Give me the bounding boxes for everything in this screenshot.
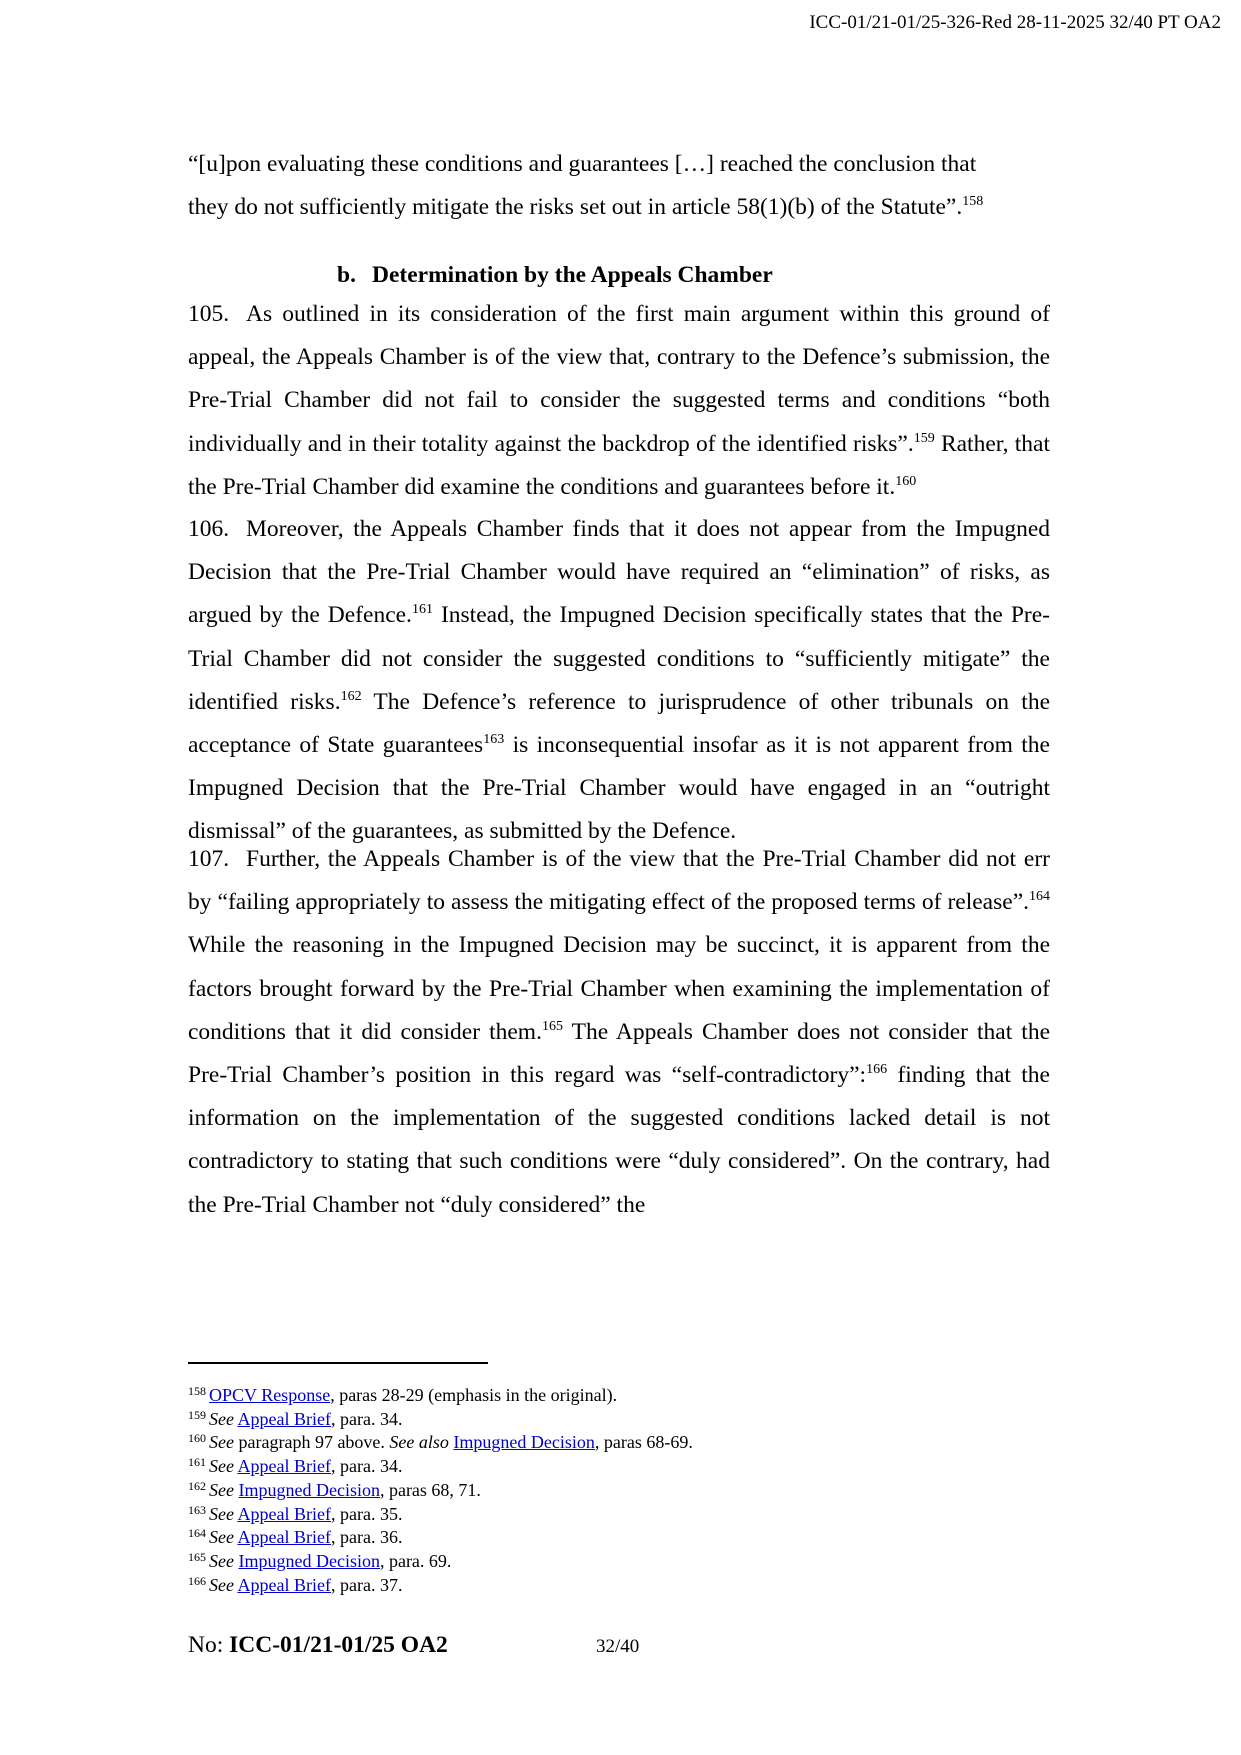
footnote-item [188, 1574, 693, 1598]
footnote-text: , paras 28-29 (emphasis in the original). [330, 1385, 618, 1405]
footnote-link[interactable]: Appeal Brief [237, 1456, 331, 1477]
footnote-ref[interactable]: 162 [340, 688, 362, 704]
footnote-ref[interactable]: 160 [895, 473, 917, 489]
footnote-text: , paras 68, 71. [379, 1479, 481, 1500]
quote-line-1: “[u]pon evaluating these conditions and guarantees […] reached the conclusion that [188, 151, 977, 177]
footnote-number: 166 [188, 1573, 206, 1588]
footnote-link[interactable]: Appeal Brief [237, 1527, 331, 1548]
footnote-link[interactable]: OPCV Response [209, 1385, 331, 1405]
quote-continuation [188, 143, 1050, 230]
footnote-text: , paras 68-69. [594, 1432, 693, 1453]
footnote-ref[interactable]: 158 [962, 194, 984, 210]
paragraph-text: While the reasoning in the Impugned Decision may be succinct, it is apparent from the factors brought forward by the Pre-Trial Chamber when examining the implementation of conditions that it did consider them. [188, 932, 1050, 1045]
footer-page-number: 32/40 [596, 1636, 640, 1657]
footnote-ref[interactable]: 165 [541, 1018, 563, 1034]
footnotes-list [188, 1384, 693, 1597]
section-title: Determination by the Appeals Chamber [372, 262, 773, 288]
footnote-signal: See [209, 1456, 234, 1477]
footnote-link[interactable]: Appeal Brief [237, 1574, 331, 1595]
footnote-ref[interactable]: 159 [913, 430, 935, 446]
paragraph-text: is inconsequential insofar as it is not apparent from the Impugned Decision that the Pre-Trial Chamber would have engaged in an “outright dismissal” of the guarantees, as submitted by the Defence. [188, 732, 1050, 845]
footnote-text: , para. 37. [330, 1574, 403, 1595]
footnote-signal: See [209, 1527, 234, 1548]
footnote-number: 159 [188, 1407, 206, 1422]
section-letter: b. [337, 262, 356, 288]
paragraph-number: 107. [188, 846, 230, 872]
footnote-link[interactable]: Appeal Brief [237, 1408, 331, 1429]
quote-line-2: they do not sufficiently mitigate the risks set out in article 58(1)(b) of the Statute”. [188, 194, 963, 221]
footnote-number: 161 [188, 1455, 206, 1470]
paragraph-text: Instead, the Impugned Decision specifically states that the Pre-Trial Chamber did not consider the suggested conditions to “sufficiently mitigate” the identified risks. [188, 602, 1050, 715]
paragraph-text: finding that the information on the implementation of the suggested conditions lacked detail is not contradictory to stating that such conditions were “duly considered”. On the contrary, had the Pre-Trial Chamber not “duly considered” the [188, 1062, 1050, 1218]
paragraph-text: As outlined in its consideration of the first main argument within this ground of appeal, the Appeals Chamber is of the view that, contrary to the Defence’s submission, the Pre-Trial Chamber did not fail to consider the suggested terms and conditions “both individually and in their totality against the backdrop of the identified risks”. [188, 301, 1050, 457]
paragraph-text: Rather, that the Pre-Trial Chamber did examine the conditions and guarantees before it. [188, 430, 1050, 500]
footnote-item [188, 1479, 693, 1503]
footnote-item [188, 1503, 693, 1527]
paragraph-text: Moreover, the Appeals Chamber finds that it does not appear from the Impugned Decision that the Pre-Trial Chamber would have required an “elimination” of risks, as argued by the Defence. [188, 516, 1050, 629]
footnote-ref[interactable]: 163 [483, 732, 505, 748]
footnote-number: 165 [188, 1549, 206, 1564]
footnote-item [188, 1384, 693, 1408]
footnote-number: 164 [188, 1526, 206, 1541]
footer-case-id: ICC-01/21-01/25 OA2 [229, 1632, 448, 1658]
paragraph-105 [188, 293, 1050, 509]
footer-label: No: [188, 1632, 230, 1658]
footnote-ref[interactable]: 166 [866, 1062, 888, 1078]
footnote-link[interactable]: Appeal Brief [237, 1503, 331, 1524]
footnote-item [188, 1526, 693, 1550]
footnote-item [188, 1408, 693, 1432]
paragraph-number: 105. [188, 301, 230, 327]
paragraph-text: The Appeals Chamber does not consider that the Pre-Trial Chamber’s position in this regard was “self-contradictory”: [188, 1018, 1050, 1089]
footnote-signal: See [209, 1479, 234, 1500]
footnote-signal: See [209, 1408, 234, 1429]
paragraph-text: The Defence’s reference to jurisprudence of other tribunals on the acceptance of State guarantees [188, 688, 1050, 759]
footnote-text: , para. 36. [330, 1527, 403, 1548]
footnote-separator [188, 1362, 488, 1364]
footnote-link[interactable]: Impugned Decision [453, 1432, 595, 1453]
footnote-text: , para. 34. [330, 1456, 403, 1477]
footnote-text: , para. 35. [330, 1503, 403, 1524]
paragraph-number: 106. [188, 516, 230, 542]
section-heading [337, 262, 773, 289]
footnote-number: 162 [188, 1478, 206, 1493]
document-reference-header: ICC-01/21-01/25-326-Red 28-11-2025 32/40 PT OA2 [809, 12, 1221, 33]
footnote-signal: See [209, 1432, 234, 1453]
footnote-link[interactable]: Impugned Decision [238, 1550, 380, 1571]
footnote-link[interactable]: Impugned Decision [238, 1479, 380, 1500]
footnote-ref[interactable]: 161 [411, 602, 433, 618]
footnote-text: , para. 69. [379, 1550, 452, 1571]
footnote-text: , para. 34. [330, 1408, 403, 1429]
footnote-number: 160 [188, 1431, 206, 1446]
paragraph-text: Further, the Appeals Chamber is of the view that the Pre-Trial Chamber did not err by “failing appropriately to assess the mitigating effect of the proposed terms of release”. [188, 846, 1050, 916]
footnote-signal: See also [389, 1432, 449, 1453]
footnote-number: 163 [188, 1502, 206, 1517]
footnote-signal: See [209, 1550, 234, 1571]
footnote-signal: See [209, 1574, 234, 1595]
footnote-item: $^{160}$ See paragraph 97 above. See also Impugned Decision, paras 68-69. [188, 1431, 693, 1453]
footnote-item [188, 1455, 693, 1479]
footnote-item [188, 1550, 693, 1574]
footnote-signal: See [209, 1503, 234, 1524]
footnote-number: 158 [188, 1384, 206, 1398]
paragraph-106 [188, 508, 1050, 854]
footer-case-number [188, 1632, 448, 1659]
footnote-ref[interactable]: 164 [1029, 889, 1050, 905]
paragraph-107 [188, 838, 1050, 1227]
